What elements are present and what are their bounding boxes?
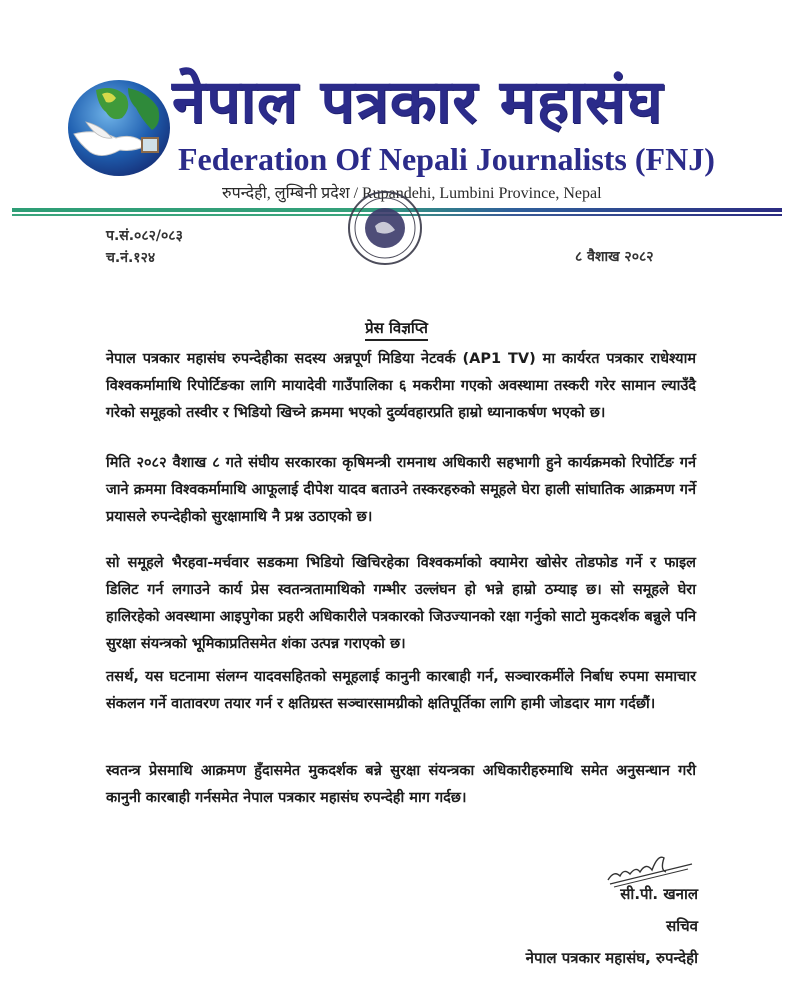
letterhead <box>0 0 793 215</box>
body-paragraph: स्वतन्त्र प्रेसमाथि आक्रमण हुँदासमेत मुकदर्शक बन्ने सुरक्षा संयन्त्रका अधिकारीहरुमाथि समेत अनुसन्धान गरी कानुनी कारबाही गर्नसमेत नेपाल पत्रकार महासंघ रुपन्देही माग गर्दछ। <box>106 763 696 806</box>
body-paragraph: सो समूहले भैरहवा-मर्चवार सडकमा भिडियो खिचिरहेका विश्वकर्माको क्यामेरा खोसेर तोडफोड गर्ने र फाइल डिलिट गर्न लगाउने कार्य प्रेस स्वतन्त्रतामाथिको गम्भीर उल्लंघन हो भन्ने हाम्रो ठम्याइ छ। सो समूहले घेरा हालिरहेको अवस्थामा आइपुगेका प्रहरी अधिकारीले पत्रकारको जिउज्यानको रक्षा गर्नुको साटो मुकदर्शक बन्नुले पनि सुरक्षा संयन्त्रको भूमिकाप्रतिसमेत शंका उत्पन्न गराएको छ। <box>106 555 696 652</box>
org-address: रुपन्देही, लुम्बिनी प्रदेश / Rupandehi, Lumbini Province, Nepal <box>222 185 602 202</box>
body-paragraph: तसर्थ, यस घटनामा संलग्न यादवसहितको समूहलाई कानुनी कारबाही गर्न, सञ्चारकर्मीले निर्बाध रुपमा समाचार संकलन गर्ने वातावरण तयार गर्न र क्षतिग्रस्त सञ्चारसामग्रीको क्षतिपूर्तिका लागि हामी जोडदार माग गर्दछौं। <box>106 669 696 712</box>
body-paragraph: नेपाल पत्रकार महासंघ रुपन्देहीका सदस्य अन्नपूर्ण मिडिया नेटवर्क (AP1 TV) मा कार्यरत पत्रकार राधेश्याम विश्वकर्मामाथि रिपोर्टिङका लागि मायादेवी गाउँपालिका ६ मकरीमा गएको अवस्थामा तस्करी गरेर सामान ल्याउँदै गरेको समूहको तस्वीर र भिडियो खिच्ने क्रममा भएको दुर्व्यवहारप्रति हाम्रो ध्यानाकर्षण भएको छ। <box>106 351 696 421</box>
signatory-name: सी.पी. खनाल <box>620 885 698 903</box>
official-seal-stamp-icon <box>333 186 437 266</box>
dispatch-number: च.नं.१२४ <box>106 250 156 266</box>
signatory-title: सचिव <box>666 917 698 935</box>
document-heading <box>0 318 793 338</box>
body-paragraph: मिति २०८२ वैशाख ८ गते संघीय सरकारका कृषिमन्त्री रामनाथ अधिकारी सहभागी हुने कार्यक्रमको रिपोर्टिङ गर्न जाने क्रममा विश्वकर्मामाथि आफूलाई दीपेश यादव बताउने तस्करहरुको समूहले घेरा हाली सांघातिक आक्रमण गर्ने प्रयासले रुपन्देहीको सुरक्षामाथि नै प्रश्न उठाएको छ। <box>106 455 696 525</box>
letter-date: ८ वैशाख २०८२ <box>575 249 654 265</box>
signatory-organization: नेपाल पत्रकार महासंघ, रुपन्देही <box>525 949 698 967</box>
heading-text: प्रेस विज्ञप्ति <box>365 319 428 341</box>
org-name-nepali: नेपाल पत्रकार महासंघ <box>172 67 664 137</box>
fiscal-year-ref: प.सं.०८२/०८३ <box>106 228 183 244</box>
org-name-english: Federation Of Nepali Journalists (FNJ) <box>178 141 715 177</box>
globe-dove-logo-icon <box>66 78 172 178</box>
